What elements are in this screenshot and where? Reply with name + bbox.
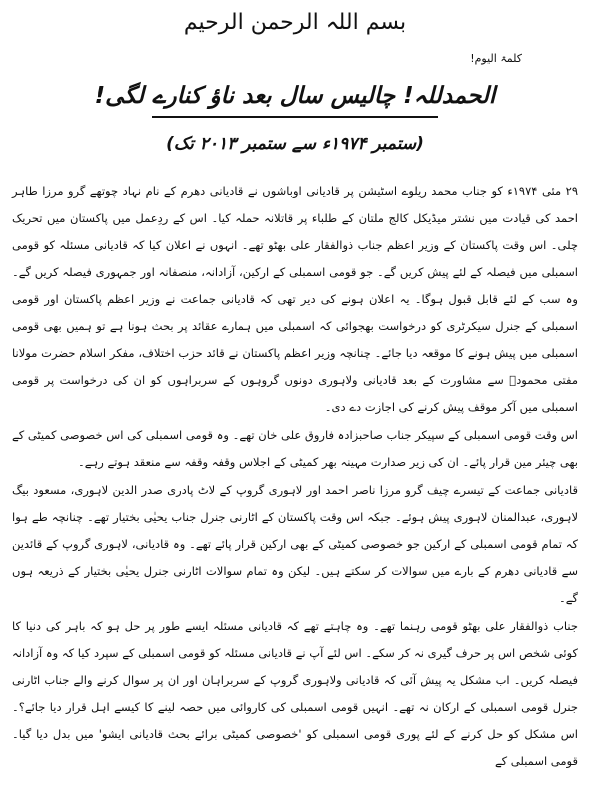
kalma-label: کلمۃ الیوم! — [470, 52, 522, 65]
bismillah-heading: بسم اللہ الرحمن الرحیم — [183, 10, 407, 35]
headline-text: الحمدللہ! چالیس سال بعد ناؤ کنارے لگی! — [94, 83, 496, 109]
paragraph: قادیانی جماعت کے تیسرے چیف گرو مرزا ناصر احمد اور لاہوری گروپ کے لاٹ پادری صدر الدین لاہوری، مسعود بیگ لاہوری، عبدالمنان لاہوری پیش ہوئے۔ جبکہ اس وقت پاکستان کے اٹارنی جنرل جناب یحیٰی بختیار تھے۔ چنانچہ طے ہوا کہ تمام قومی اسمبلی کے ارکین جو خصوصی کمیٹی کے بھی ارکین قرار پائے تھے۔ وہ قادیانی، لاہوری گروپ کے قائدین سے قادیانی دھرم کے بارے میں سوالات کر سکتے ہیں۔ لیکن وہ تمام سوالات اٹارنی جنرل یحیٰی بختیار کے ذریعہ ہوں گے۔ — [12, 483, 578, 605]
headline — [12, 80, 578, 118]
headline-underline — [152, 116, 438, 118]
paragraph: جناب ذوالفقار علی بھٹو قومی رہنما تھے۔ وہ چاہتے تھے کہ قادیانی مسئلہ ایسے طور پر حل ہو کہ باہر کی دنیا کا کوئی شخص اس پر حرف گیری نہ کر سکے۔ اس لئے آپ نے قادیانی مسئلہ کو قومی اسمبلی کے سپرد کیا کہ وہ آزادانہ فیصلہ کریں۔ اب مشکل یہ پیش آئی کہ قادیانی ولاہوری گروپ کے سربراہان اور ان پر سوال کرنے والے جناب اٹارنی جنرل قومی اسمبلی کے ارکان نہ تھے۔ انہیں قومی اسمبلی کی کاروائی میں حصہ لینے کا کیسے اہل قرار دیا جائے؟۔ اس مشکل کو حل کرنے کے لئے پوری قومی اسمبلی کو 'خصوصی کمیٹی برائے بحث قادیانی ایشو' میں بدل دیا گیا۔ قومی اسمبلی کے — [12, 619, 578, 768]
paragraph: ۲۹ مئی ۱۹۷۴ء کو جناب محمد ریلوے اسٹیشن پر قادیانی اوباشوں نے قادیانی دھرم کے نام نہاد چوتھے گرو مرزا طاہر احمد کی قیادت میں نشتر میڈیکل کالج ملتان کے طلباء پر قاتلانہ حملہ کیا۔ اس کے ردِعمل میں پاکستان میں تحریک چلی۔ اس وقت پاکستان کے وزیر اعظم جناب ذوالفقار علی بھٹو تھے۔ انہوں نے اعلان کیا کہ قادیانی مسئلہ کو قومی اسمبلی میں فیصلہ کے لئے پیش کریں گے۔ جو قومی اسمبلی کے ارکین، آزادانہ، منصفانہ اور جمہوری فیصلہ کریں گے۔ وہ سب کے لئے قابل قبول ہوگا۔ یہ اعلان ہونے کی دیر تھی کہ قادیانی جماعت نے وزیر اعظم پاکستان اور قومی اسمبلی کے جنرل سیکرٹری کو درخواست بھجوائی کہ اسمبلی میں ہمارے عقائد پر بحث ہونا ہے تو ہمیں بھی قومی اسمبلی میں پیش ہونے کا موقعہ دیا جائے۔ چنانچہ وزیر اعظم پاکستان نے قائد حزب اختلاف، مفکر اسلام حضرت مولانا مفتی محمودؒ سے مشاورت کے بعد قادیانی ولاہوری دونوں گروہوں کے سربراہوں کو ان کی درخواست پر قومی اسمبلی میں آکر موقف پیش کرنے کی اجازت دے دی۔ — [12, 184, 579, 414]
article-body — [12, 178, 578, 775]
paragraph: اس وقت قومی اسمبلی کے سپیکر جناب صاحبزادہ فاروق علی خان تھے۔ وہ قومی اسمبلی کی اس خصوصی کمیٹی کے بھی چیئر مین قرار پائے۔ ان کی زیر صدارت مہینہ بھر کمیٹی کے اجلاس وقفہ وقفہ سے منعقد ہوتے رہے۔ — [12, 428, 578, 469]
date-range-subtitle: (ستمبر ۱۹۷۴ء سے ستمبر ۲۰۱۳ تک) — [166, 134, 424, 154]
